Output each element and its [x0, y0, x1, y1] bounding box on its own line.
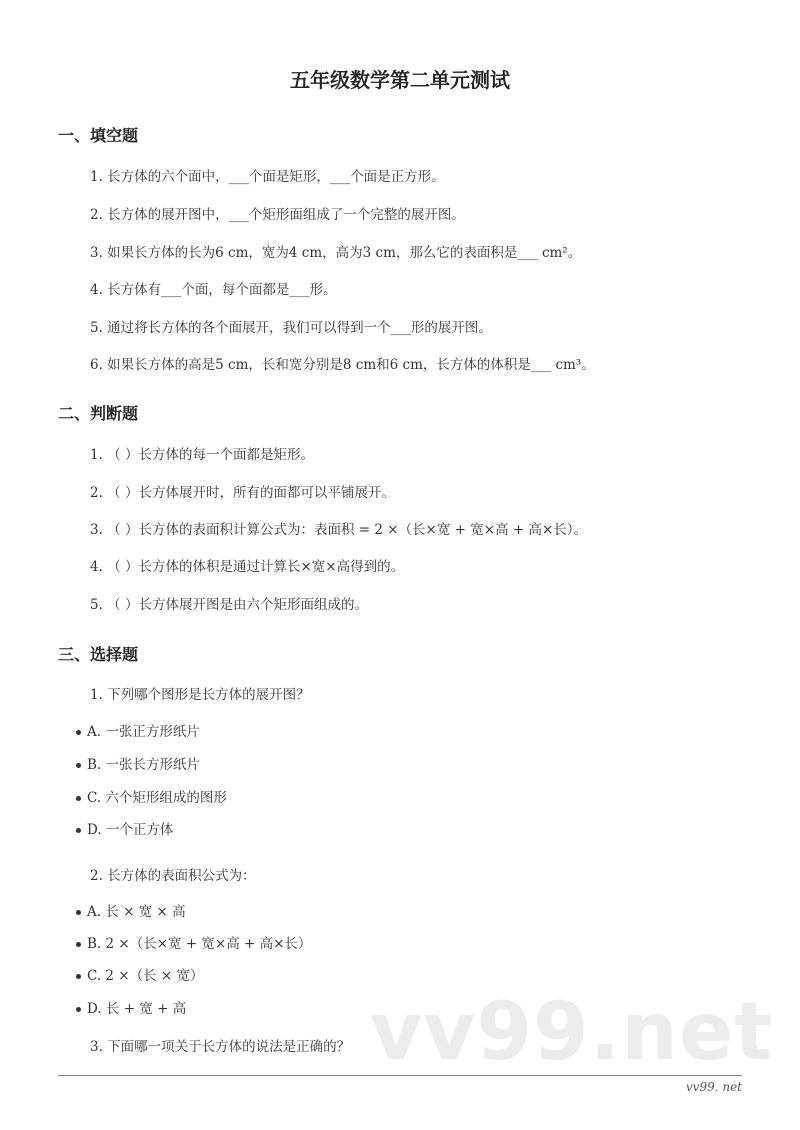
question: 1. （ ）长方体的每一个面都是矩形。	[90, 447, 314, 463]
option-text: B. 2 ×（长×宽 + 宽×高 + 高×长）	[87, 936, 312, 952]
option-text: A. 一张正方形纸片	[87, 724, 200, 740]
question: 6. 如果长方体的高是5 cm，长和宽分别是8 cm和6 cm，长方体的体积是___ cm³。	[90, 357, 595, 373]
footer-text: vv99. net	[685, 1080, 742, 1094]
option	[76, 932, 311, 952]
option-text: B. 一张长方形纸片	[87, 757, 201, 773]
bullet-icon	[76, 974, 81, 979]
section-heading-multiple-choice: 三、选择题	[58, 645, 139, 664]
question: 4. （ ）长方体的体积是通过计算长×宽×高得到的。	[90, 559, 405, 575]
question: 3. 如果长方体的长为6 cm，宽为4 cm，高为3 cm，那么它的表面积是___ cm²。	[90, 245, 582, 261]
option	[76, 786, 227, 806]
bullet-icon	[76, 828, 81, 833]
section-heading-true-false: 二、判断题	[58, 404, 139, 423]
question: 5. 通过将长方体的各个面展开，我们可以得到一个___形的展开图。	[90, 320, 492, 336]
question: 3. 下面哪一项关于长方体的说法是正确的？	[90, 1039, 351, 1055]
question: 2. 长方体的展开图中，___个矩形面组成了一个完整的展开图。	[90, 207, 465, 223]
question: 5. （ ）长方体展开图是由六个矩形面组成的。	[90, 597, 368, 613]
bullet-icon	[76, 910, 81, 915]
option-text: C. 六个矩形组成的图形	[87, 790, 227, 806]
section-heading-fill-blank: 一、填空题	[58, 126, 139, 145]
question: 4. 长方体有___个面，每个面都是___形。	[90, 282, 337, 298]
option	[76, 753, 200, 773]
bullet-icon	[76, 796, 81, 801]
option-text: D. 一个正方体	[87, 822, 174, 838]
watermark: vv99.net	[370, 985, 774, 1078]
option	[76, 818, 173, 838]
option	[76, 720, 200, 740]
option-text: D. 长 + 宽 + 高	[87, 1001, 187, 1017]
bullet-icon	[76, 942, 81, 947]
question: 2. （ ）长方体展开时，所有的面都可以平铺展开。	[90, 485, 395, 501]
bullet-icon	[76, 1007, 81, 1012]
option	[76, 997, 186, 1017]
footer-divider	[58, 1075, 742, 1076]
question: 1. 下列哪个图形是长方体的展开图？	[90, 687, 310, 703]
bullet-icon	[76, 730, 81, 735]
option	[76, 900, 186, 920]
question: 1. 长方体的六个面中，___个面是矩形，___个面是正方形。	[90, 169, 445, 185]
page-title: 五年级数学第二单元测试	[290, 68, 510, 92]
bullet-icon	[76, 763, 81, 768]
option	[76, 964, 204, 984]
option-text: C. 2 ×（长 × 宽）	[87, 968, 204, 984]
question: 3. （ ）长方体的表面积计算公式为：表面积 = 2 ×（长×宽 + 宽×高 + 高×长）。	[90, 522, 588, 538]
question: 2. 长方体的表面积公式为：	[90, 868, 256, 884]
option-text: A. 长 × 宽 × 高	[87, 904, 186, 920]
